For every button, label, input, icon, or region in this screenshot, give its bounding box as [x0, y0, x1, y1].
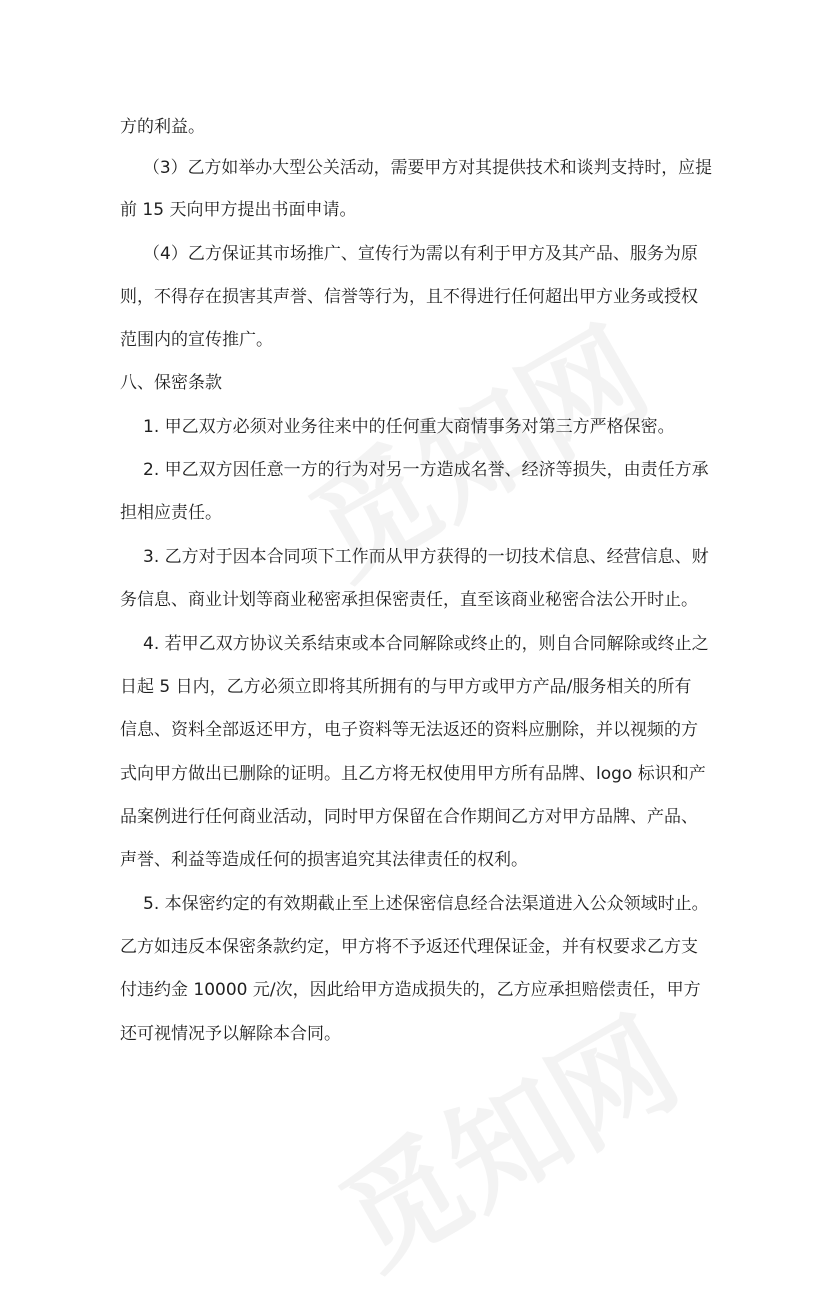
item-4-line-3-text: 信息、资料全部返还甲方，电子资料等无法返还的资料应删除，并以视频的方 — [120, 720, 698, 740]
clause-3-line-2-text: 前 15 天向甲方提出书面申请。 — [120, 200, 357, 220]
clause-4-line-1-text: （4）乙方保证其市场推广、宣传行为需以有利于甲方及其产品、服务为原 — [143, 244, 698, 264]
item-3-line-2-text: 务信息、商业计划等商业秘密承担保密责任，直至该商业秘密合法公开时止。 — [120, 590, 698, 610]
item-5-line-1-text: 5. 本保密约定的有效期截止至上述保密信息经合法渠道进入公众领域时止。 — [143, 894, 709, 914]
item-3-line-1-text: 3. 乙方对于因本合同项下工作而从甲方获得的一切技术信息、经营信息、财 — [143, 547, 709, 567]
item-4-line-5-text: 品案例进行任何商业活动，同时甲方保留在合作期间乙方对甲方品牌、产品、 — [120, 807, 698, 827]
clause-3-line-1-text: （3）乙方如举办大型公关活动，需要甲方对其提供技术和谈判支持时，应提 — [143, 158, 712, 178]
item-5-line-2-text: 乙方如违反本保密条款约定，甲方将不予返还代理保证金，并有权要求乙方支 — [120, 937, 698, 957]
item-4-line-6-text: 声誉、利益等造成任何的损害追究其法律责任的权利。 — [120, 850, 528, 870]
item-4-line-4-text: 式向甲方做出已删除的证明。且乙方将无权使用甲方所有品牌、logo 标识和产 — [120, 764, 706, 784]
watermark-image-bottom — [322, 999, 699, 1292]
clause-4-line-2-text: 则，不得存在损害其声誉、信誉等行为，且不得进行任何超出甲方业务或授权 — [120, 287, 698, 307]
item-5-line-4-text: 还可视情况予以解除本合同。 — [120, 1024, 341, 1044]
item-1-line-1-text: 1. 甲乙双方必须对业务往来中的任何重大商情事务对第三方严格保密。 — [143, 417, 675, 437]
section-heading-text: 八、保密条款 — [120, 373, 222, 393]
item-4-line-2-text: 日起 5 日内，乙方必须立即将其所拥有的与甲方或甲方产品/服务相关的所有 — [120, 677, 692, 697]
clause-4-line-3-text: 范围内的宣传推广。 — [120, 330, 273, 350]
item-5-line-3-text: 付违约金 10000 元/次，因此给甲方造成损失的，乙方应承担赔偿责任，甲方 — [120, 980, 701, 1000]
item-2-line-2-text: 担相应责任。 — [120, 503, 222, 523]
item-2-line-1-text: 2. 甲乙双方因任意一方的行为对另一方造成名誉、经济等损失，由责任方承 — [143, 460, 709, 480]
item-4-line-1-text: 4. 若甲乙双方协议关系结束或本合同解除或终止的，则自合同解除或终止之 — [143, 634, 709, 654]
body-line-1-text: 方的利益。 — [120, 117, 205, 137]
